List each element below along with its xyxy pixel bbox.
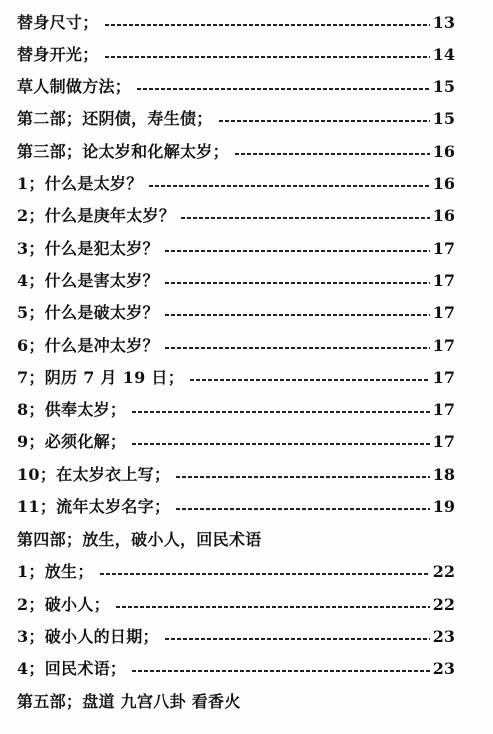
toc-entry-label: 2；什么是庚年太岁？ xyxy=(17,206,176,225)
dot-leader xyxy=(149,185,430,187)
toc-entry-label: 8；供奉太岁； xyxy=(17,400,127,419)
toc-entry xyxy=(17,560,455,584)
toc-entry-label: 4；什么是害太岁？ xyxy=(17,271,159,290)
toc-entry-label: 5；什么是破太岁？ xyxy=(17,303,159,322)
toc-entry-label: 替身尺寸； xyxy=(17,13,99,32)
toc-entry xyxy=(17,204,455,228)
dot-leader xyxy=(235,153,430,155)
dot-leader xyxy=(165,314,430,316)
dot-leader xyxy=(219,120,430,122)
toc-entry xyxy=(17,107,455,131)
toc-entry-page: 17 xyxy=(432,368,455,387)
toc-entry-page: 17 xyxy=(432,239,455,258)
dot-leader xyxy=(100,573,430,575)
dot-leader xyxy=(116,606,430,608)
toc-entry xyxy=(17,463,455,487)
dot-leader xyxy=(105,56,430,58)
toc-entry xyxy=(17,172,455,196)
toc-entry xyxy=(17,140,455,164)
toc-entry-page: 23 xyxy=(432,659,455,678)
toc-entry-page: 16 xyxy=(432,174,455,193)
dot-leader xyxy=(137,88,430,90)
toc-entry-page: 17 xyxy=(432,303,455,322)
toc-entry-label: 第三部；论太岁和化解太岁； xyxy=(17,142,229,161)
toc-entry-label: 10；在太岁衣上写； xyxy=(17,465,171,484)
toc-entry-label: 6；什么是冲太岁？ xyxy=(17,336,159,355)
toc-entry-page: 18 xyxy=(432,465,455,484)
toc-entry-page: 15 xyxy=(432,109,455,128)
dot-leader xyxy=(132,443,430,445)
toc-entry xyxy=(17,43,455,67)
toc-entry-label: 替身开光； xyxy=(17,45,99,64)
toc-entry-page: 15 xyxy=(432,77,455,96)
toc-entry-page: 22 xyxy=(432,595,455,614)
toc-entry-page: 17 xyxy=(432,432,455,451)
dot-leader xyxy=(165,282,430,284)
dot-leader xyxy=(176,508,429,510)
toc-entry-label: 1；放生； xyxy=(17,562,94,581)
toc-entry xyxy=(17,495,455,519)
toc-entry-label: 4；回民术语； xyxy=(17,659,127,678)
toc-entry xyxy=(17,657,455,681)
toc-entry-page: 22 xyxy=(432,562,455,581)
toc-entry xyxy=(17,237,455,261)
toc-entry xyxy=(17,593,455,617)
toc-entry xyxy=(17,75,455,99)
toc-entry-page: 13 xyxy=(432,13,455,32)
toc-entry-label: 9；必须化解； xyxy=(17,432,127,451)
dot-leader xyxy=(165,250,430,252)
dot-leader xyxy=(165,347,430,349)
toc-entry-page: 16 xyxy=(432,142,455,161)
toc-entry-page: 17 xyxy=(432,400,455,419)
dot-leader xyxy=(132,670,430,672)
toc-entry xyxy=(17,269,455,293)
toc-entry-page: 14 xyxy=(432,45,455,64)
toc-entry-page: 16 xyxy=(432,206,455,225)
toc-entry-page: 17 xyxy=(432,336,455,355)
toc-entry-label: 3；破小人的日期； xyxy=(17,627,159,646)
toc-entry xyxy=(17,430,455,454)
dot-leader xyxy=(181,217,430,219)
dot-leader xyxy=(105,24,430,26)
toc-entry-page: 23 xyxy=(432,627,455,646)
toc-entry xyxy=(17,366,455,390)
dot-leader xyxy=(132,411,430,413)
toc-entry xyxy=(17,398,455,422)
toc-section-heading xyxy=(17,528,467,552)
dot-leader xyxy=(190,379,430,381)
toc-entry-label: 第四部；放生，破小人，回民术语 xyxy=(17,530,262,549)
toc-entry-page: 17 xyxy=(432,271,455,290)
toc-entry xyxy=(17,11,455,35)
dot-leader xyxy=(165,638,430,640)
toc-entry-label: 7；阴历 7 月 19 日； xyxy=(17,368,185,387)
toc-entry-label: 1；什么是太岁？ xyxy=(17,174,143,193)
toc-entry xyxy=(17,334,455,358)
toc-entry-label: 11；流年太岁名字； xyxy=(17,497,171,516)
toc-section-heading xyxy=(17,690,467,714)
toc-entry-label: 第五部；盘道 九宫八卦 看香火 xyxy=(17,692,241,711)
toc-entry-label: 2；破小人； xyxy=(17,595,110,614)
dot-leader xyxy=(176,476,429,478)
toc-entry-page: 19 xyxy=(432,497,455,516)
toc-entry-label: 第二部；还阴债，寿生债； xyxy=(17,109,213,128)
toc-entry xyxy=(17,301,455,325)
toc-entry-label: 草人制做方法； xyxy=(17,77,132,96)
toc-entry-label: 3；什么是犯太岁？ xyxy=(17,239,159,258)
toc-entry xyxy=(17,625,455,649)
